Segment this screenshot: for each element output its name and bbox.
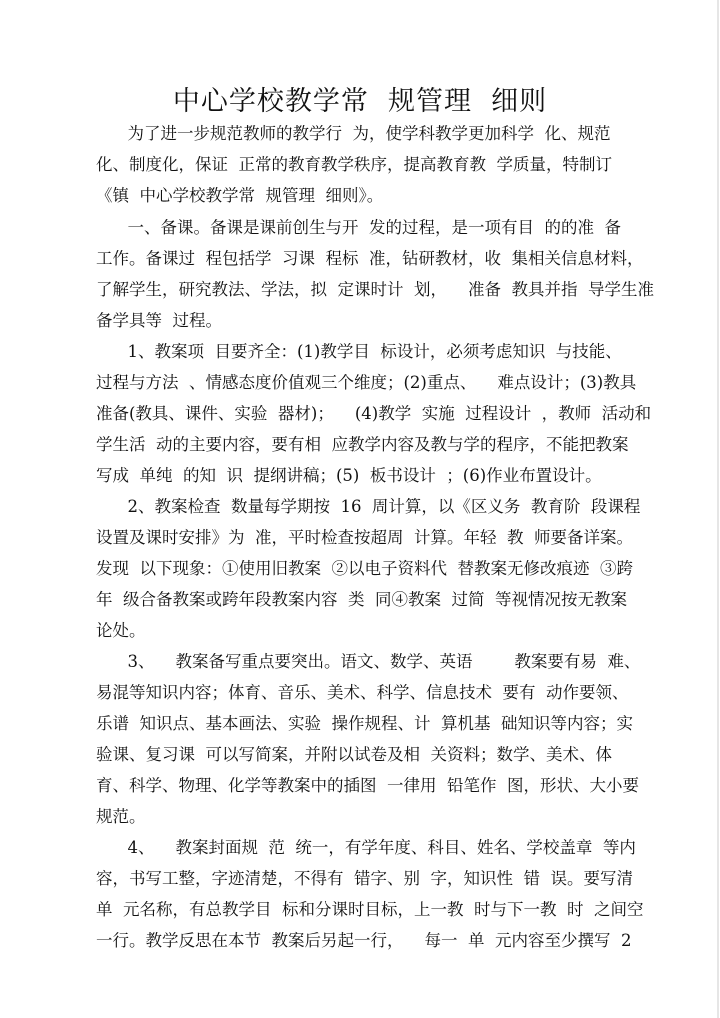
text-line: 《镇 中心学校教学常 规管理 细则》。 bbox=[96, 186, 384, 205]
text-line: 易混等知识内容；体育、音乐、美术、科学、信息技术 要有 动作要领、 bbox=[96, 683, 629, 702]
text-line: 容，书写工整，字迹清楚，不得有 错字、别 字，知识性 错 误。要写清 bbox=[96, 869, 633, 888]
text-line: 了解学生，研究教法、学法，拟 定课时计 划， 准备 教具并指 导学生准 bbox=[96, 280, 654, 299]
text-line: 1、教案项 目要齐全：(1)教学目 标设计，必须考虑知识 与技能、 bbox=[96, 342, 622, 361]
page-edge-divider bbox=[717, 0, 719, 1018]
text-line: 规范。 bbox=[96, 807, 146, 826]
text-line: 为了进一步规范教师的教学行 为，使学科教学更加科学 化、规范 bbox=[96, 124, 611, 143]
text-line: 乐谱 知识点、基本画法、实验 操作规程、计 算机基 础知识等内容；实 bbox=[96, 714, 633, 733]
text-line: 4、 教案封面规 范 统一，有学年度、科目、姓名、学校盖章 等内 bbox=[96, 838, 636, 857]
text-line: 验课、复习课 可以写简案，并附以试卷及相 关资料；数学、美术、体 bbox=[96, 745, 612, 764]
document-title: 中心学校教学常 规管理 细则 bbox=[172, 86, 548, 117]
text-line: 年 级合备教案或跨年段教案内容 类 同④教案 过简 等视情况按无教案 bbox=[96, 590, 627, 609]
text-line: 化、制度化，保证 正常的教育教学秩序，提高教育教 学质量，特制订 bbox=[96, 155, 612, 174]
text-line: 单 元名称，有总教学目 标和分课时目标，上一教 时与下一教 时 之间空 bbox=[96, 900, 644, 919]
text-line: 发现 以下现象：①使用旧教案 ②以电子资料代 替教案无修改痕迹 ③跨 bbox=[96, 559, 633, 578]
text-line: 学生活 动的主要内容，要有相 应教学内容及教与学的程序，不能把教案 bbox=[96, 435, 629, 454]
text-line: 备学具等 过程。 bbox=[96, 311, 222, 330]
text-line: 3、 教案备写重点要突出。语文、数学、英语 教案要有易 难、 bbox=[96, 652, 641, 671]
text-line: 过程与方法 、情感态度价值观三个维度；(2)重点、 难点设计；(3)教具 bbox=[96, 373, 637, 392]
text-line: 一、备课。备课是课前创生与开 发的过程，是一项有目 的的准 备 bbox=[96, 218, 621, 237]
text-line: 设置及课时安排》为 准，平时检查按超周 计算。年轻 教 师要备详案。 bbox=[96, 528, 633, 547]
text-line: 育、科学、物理、化学等教案中的插图 一律用 铅笔作 图，形状、大小要 bbox=[96, 776, 639, 795]
text-line: 工作。备课过 程包括学 习课 程标 准，钻研教材，收 集相关信息材料， bbox=[96, 249, 644, 268]
text-line: 论处。 bbox=[96, 621, 146, 640]
text-line: 准备(教具、课件、实验 器材)； (4)教学 实施 过程设计 ，教师 活动和 bbox=[96, 404, 652, 423]
text-line: 写成 单纯 的知 识 提纲讲稿；(5) 板书设计 ；(6)作业布置设计。 bbox=[96, 466, 602, 485]
text-line: 一行。教学反思在本节 教案后另起一行， 每一 单 元内容至少撰写 2 bbox=[96, 931, 632, 950]
text-line: 2、教案检查 数量每学期按 16 周计算，以《区义务 教育阶 段课程 bbox=[96, 497, 641, 516]
